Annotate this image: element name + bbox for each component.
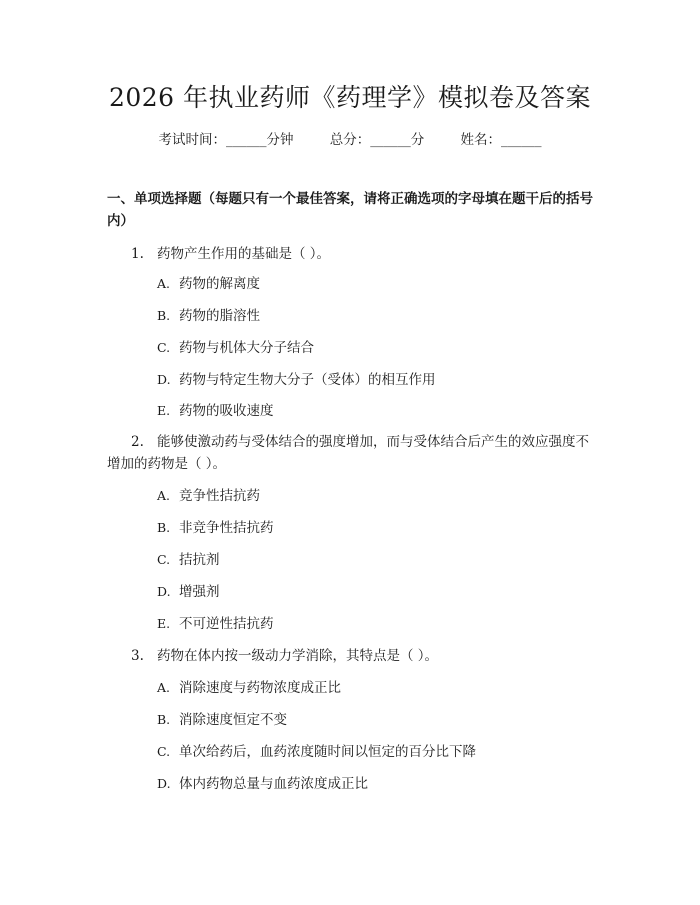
option-text: 药物的吸收速度: [179, 403, 274, 419]
option-letter: D.: [157, 372, 171, 387]
question-2-option-c: [157, 550, 220, 570]
option-letter: A.: [157, 488, 171, 503]
question-2-option-a: [157, 486, 260, 506]
question-3-option-b: [157, 710, 287, 730]
option-text: 消除速度恒定不变: [179, 712, 287, 728]
option-text: 拮抗剂: [179, 552, 220, 568]
option-text: 药物与机体大分子结合: [179, 340, 314, 356]
question-text: 药物在体内按一级动力学消除，其特点是（ ）。: [157, 648, 439, 664]
option-letter: C.: [157, 744, 171, 759]
option-letter: B.: [157, 712, 171, 727]
option-letter: E.: [157, 403, 171, 418]
option-letter: C.: [157, 552, 171, 567]
option-letter: D.: [157, 776, 171, 791]
option-text: 增强剂: [179, 584, 220, 600]
option-letter: E.: [157, 616, 171, 631]
question-1-option-b: [157, 306, 260, 326]
question-number: 1.: [131, 246, 144, 262]
exam-time-field: 考试时间：______分钟: [158, 132, 294, 148]
option-letter: A.: [157, 276, 171, 291]
name-field: 姓名：______: [460, 132, 542, 148]
question-2-option-d: [157, 582, 220, 602]
option-letter: A.: [157, 680, 171, 695]
question-1-option-c: [157, 338, 314, 358]
option-letter: D.: [157, 584, 171, 599]
question-3-stem: [107, 645, 597, 667]
total-score-field: 总分：______分: [329, 132, 425, 148]
option-letter: B.: [157, 308, 171, 323]
option-letter: C.: [157, 340, 171, 355]
question-3-option-c: [157, 742, 476, 762]
question-2-option-b: [157, 518, 274, 538]
question-1-option-d: [157, 370, 436, 390]
question-text: 能够使激动药与受体结合的强度增加，而与受体结合后产生的效应强度不增加的药物是（ ）。: [107, 434, 589, 472]
question-2-stem: [107, 431, 597, 475]
option-text: 体内药物总量与血药浓度成正比: [179, 776, 368, 792]
question-1-stem: [107, 243, 597, 265]
option-text: 消除速度与药物浓度成正比: [179, 680, 341, 696]
question-number: 2.: [131, 434, 144, 450]
question-1-option-a: [157, 274, 260, 294]
section-heading: 一、单项选择题（每题只有一个最佳答案，请将正确选项的字母填在题干后的括号内）: [107, 191, 593, 229]
question-1-option-e: [157, 401, 274, 421]
option-text: 药物的解离度: [179, 276, 260, 292]
question-text: 药物产生作用的基础是（ ）。: [157, 246, 331, 262]
question-number: 3.: [131, 648, 144, 664]
option-text: 非竞争性拮抗药: [179, 520, 274, 536]
option-letter: B.: [157, 520, 171, 535]
question-2-option-e: [157, 614, 274, 634]
option-text: 药物的脂溶性: [179, 308, 260, 324]
option-text: 不可逆性拮抗药: [179, 616, 274, 632]
option-text: 单次给药后，血药浓度随时间以恒定的百分比下降: [179, 744, 476, 760]
exam-info-line: [0, 130, 700, 150]
question-3-option-d: [157, 774, 368, 794]
option-text: 药物与特定生物大分子（受体）的相互作用: [179, 372, 436, 388]
option-text: 竞争性拮抗药: [179, 488, 260, 504]
page-title: 2026 年执业药师《药理学》模拟卷及答案: [108, 83, 592, 112]
question-3-option-a: [157, 678, 341, 698]
